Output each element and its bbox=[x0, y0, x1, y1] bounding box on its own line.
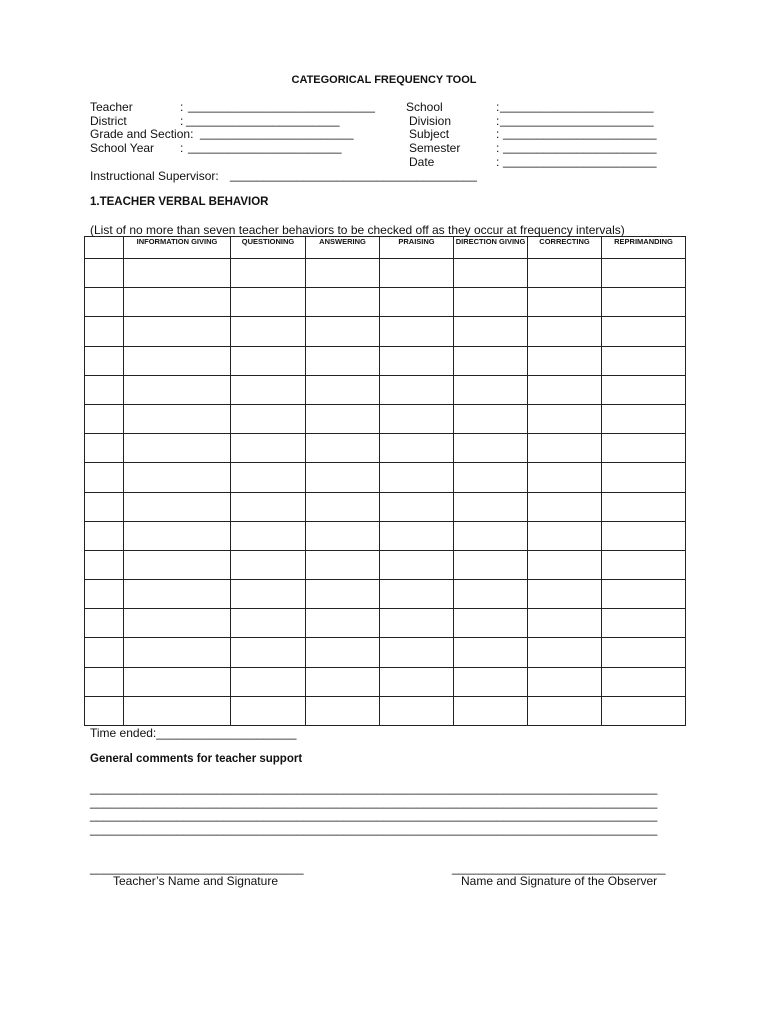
table-cell[interactable] bbox=[85, 580, 124, 609]
table-cell[interactable] bbox=[380, 521, 454, 550]
table-cell[interactable] bbox=[85, 696, 124, 725]
district-field[interactable]: _______________________ bbox=[186, 113, 340, 127]
table-row bbox=[85, 463, 686, 492]
table-cell[interactable] bbox=[231, 696, 306, 725]
table-cell[interactable] bbox=[380, 375, 454, 404]
table-row bbox=[85, 550, 686, 579]
table-cell[interactable] bbox=[454, 696, 528, 725]
table-cell[interactable] bbox=[306, 550, 380, 579]
table-row bbox=[85, 638, 686, 667]
date-label: Date bbox=[409, 155, 435, 169]
section-heading: 1.TEACHER VERBAL BEHAVIOR bbox=[90, 196, 269, 208]
table-cell[interactable] bbox=[231, 638, 306, 667]
table-cell[interactable] bbox=[306, 259, 380, 288]
table-cell[interactable] bbox=[124, 463, 231, 492]
table-cell[interactable] bbox=[380, 434, 454, 463]
table-cell[interactable] bbox=[85, 609, 124, 638]
division-colon: : bbox=[496, 114, 500, 128]
section-note: (List of no more than seven teacher behaviors to be checked off as they occur at frequency intervals) bbox=[90, 223, 625, 237]
table-cell[interactable] bbox=[124, 580, 231, 609]
date-colon: : bbox=[496, 155, 500, 169]
table-cell[interactable] bbox=[454, 346, 528, 375]
teacher-colon: : bbox=[180, 100, 184, 114]
comment-line[interactable]: _____________________________________________________________________________________ bbox=[90, 795, 658, 809]
table-cell[interactable] bbox=[306, 463, 380, 492]
table-cell[interactable] bbox=[454, 580, 528, 609]
table-cell[interactable] bbox=[124, 696, 231, 725]
table-cell[interactable] bbox=[602, 609, 686, 638]
table-cell[interactable] bbox=[602, 696, 686, 725]
header-reprimanding: REPRIMANDING bbox=[602, 237, 686, 259]
table-cell[interactable] bbox=[85, 638, 124, 667]
table-row bbox=[85, 492, 686, 521]
table-cell[interactable] bbox=[380, 346, 454, 375]
table-row bbox=[85, 609, 686, 638]
table-cell[interactable] bbox=[306, 667, 380, 696]
table-cell[interactable] bbox=[380, 259, 454, 288]
table-cell[interactable] bbox=[602, 463, 686, 492]
table-cell[interactable] bbox=[85, 317, 124, 346]
table-cell[interactable] bbox=[528, 609, 602, 638]
table-cell[interactable] bbox=[306, 492, 380, 521]
table-cell[interactable] bbox=[124, 434, 231, 463]
table-cell[interactable] bbox=[528, 696, 602, 725]
table-cell[interactable] bbox=[231, 317, 306, 346]
teacher-field[interactable]: ____________________________ bbox=[188, 99, 375, 113]
subject-field[interactable]: _______________________ bbox=[503, 126, 657, 140]
header-blank bbox=[85, 237, 124, 259]
teacher-signature-line[interactable]: ________________________________ bbox=[90, 861, 304, 875]
table-cell[interactable] bbox=[454, 463, 528, 492]
table-cell[interactable] bbox=[231, 288, 306, 317]
table-cell[interactable] bbox=[306, 609, 380, 638]
table-cell[interactable] bbox=[454, 434, 528, 463]
table-cell[interactable] bbox=[124, 609, 231, 638]
table-cell[interactable] bbox=[306, 317, 380, 346]
table-cell[interactable] bbox=[380, 550, 454, 579]
table-row bbox=[85, 375, 686, 404]
table-cell[interactable] bbox=[602, 259, 686, 288]
observer-signature-label: Name and Signature of the Observer bbox=[461, 874, 658, 888]
table-row bbox=[85, 521, 686, 550]
table-cell[interactable] bbox=[124, 375, 231, 404]
comments-heading: General comments for teacher support bbox=[90, 753, 303, 765]
table-cell[interactable] bbox=[124, 667, 231, 696]
comment-line[interactable]: _____________________________________________________________________________________ bbox=[90, 808, 658, 822]
header-information-giving: INFORMATION GIVING bbox=[124, 237, 231, 259]
table-cell[interactable] bbox=[528, 288, 602, 317]
grade-section-label: Grade and Section: bbox=[90, 127, 194, 141]
table-row bbox=[85, 667, 686, 696]
table-row bbox=[85, 434, 686, 463]
table-cell[interactable] bbox=[124, 638, 231, 667]
table-cell[interactable] bbox=[306, 346, 380, 375]
table-cell[interactable] bbox=[602, 492, 686, 521]
table-cell[interactable] bbox=[602, 317, 686, 346]
table-cell[interactable] bbox=[380, 288, 454, 317]
division-field[interactable]: _______________________ bbox=[500, 113, 654, 127]
header-praising: PRAISING bbox=[380, 237, 454, 259]
district-colon: : bbox=[180, 114, 184, 128]
table-cell[interactable] bbox=[231, 521, 306, 550]
table-cell[interactable] bbox=[124, 404, 231, 433]
table-cell[interactable] bbox=[380, 638, 454, 667]
table-cell[interactable] bbox=[85, 463, 124, 492]
table-cell[interactable] bbox=[454, 259, 528, 288]
table-cell[interactable] bbox=[85, 346, 124, 375]
table-header-row bbox=[85, 237, 686, 259]
table-cell[interactable] bbox=[231, 463, 306, 492]
table-cell[interactable] bbox=[528, 638, 602, 667]
comment-line[interactable]: _____________________________________________________________________________________ bbox=[90, 822, 658, 836]
table-cell[interactable] bbox=[306, 521, 380, 550]
subject-label: Subject bbox=[409, 127, 450, 141]
table-cell[interactable] bbox=[454, 317, 528, 346]
table-cell[interactable] bbox=[454, 638, 528, 667]
table-cell[interactable] bbox=[528, 375, 602, 404]
table-cell[interactable] bbox=[380, 667, 454, 696]
table-cell[interactable] bbox=[454, 492, 528, 521]
time-ended-field[interactable]: _____________________ bbox=[156, 726, 297, 740]
table-cell[interactable] bbox=[602, 434, 686, 463]
table-cell[interactable] bbox=[528, 463, 602, 492]
form-title: CATEGORICAL FREQUENCY TOOL bbox=[291, 74, 477, 86]
table-cell[interactable] bbox=[231, 259, 306, 288]
table-cell[interactable] bbox=[454, 521, 528, 550]
frequency-table bbox=[84, 236, 686, 726]
table-cell[interactable] bbox=[306, 638, 380, 667]
table-cell[interactable] bbox=[602, 288, 686, 317]
grade-section-field[interactable]: _______________________ bbox=[200, 126, 354, 140]
teacher-signature-label: Teacher’s Name and Signature bbox=[113, 874, 278, 888]
table-cell[interactable] bbox=[454, 288, 528, 317]
table-cell[interactable] bbox=[602, 346, 686, 375]
table-cell[interactable] bbox=[231, 580, 306, 609]
table-cell[interactable] bbox=[85, 492, 124, 521]
table-cell[interactable] bbox=[124, 259, 231, 288]
header-questioning: QUESTIONING bbox=[231, 237, 306, 259]
comment-line[interactable]: _____________________________________________________________________________________ bbox=[90, 781, 658, 795]
table-cell[interactable] bbox=[454, 667, 528, 696]
table-row bbox=[85, 346, 686, 375]
table-cell[interactable] bbox=[528, 259, 602, 288]
table-cell[interactable] bbox=[124, 492, 231, 521]
time-ended bbox=[90, 726, 296, 740]
table-cell[interactable] bbox=[602, 550, 686, 579]
table-cell[interactable] bbox=[528, 404, 602, 433]
table-cell[interactable] bbox=[380, 463, 454, 492]
table-cell[interactable] bbox=[85, 288, 124, 317]
date-field[interactable]: _______________________ bbox=[503, 154, 657, 168]
table-cell[interactable] bbox=[231, 492, 306, 521]
district-label: District bbox=[90, 114, 127, 128]
table-row bbox=[85, 580, 686, 609]
table-cell[interactable] bbox=[602, 375, 686, 404]
table-cell[interactable] bbox=[231, 609, 306, 638]
division-label: Division bbox=[409, 114, 452, 128]
table-cell[interactable] bbox=[124, 317, 231, 346]
table-cell[interactable] bbox=[602, 521, 686, 550]
table-cell[interactable] bbox=[124, 288, 231, 317]
table-cell[interactable] bbox=[85, 259, 124, 288]
table-cell[interactable] bbox=[528, 492, 602, 521]
table-cell[interactable] bbox=[380, 404, 454, 433]
school-year-label: School Year bbox=[90, 141, 155, 155]
table-cell[interactable] bbox=[380, 609, 454, 638]
table-cell[interactable] bbox=[231, 667, 306, 696]
table-cell[interactable] bbox=[528, 346, 602, 375]
table-cell[interactable] bbox=[124, 550, 231, 579]
table-cell[interactable] bbox=[231, 404, 306, 433]
table-cell[interactable] bbox=[602, 638, 686, 667]
table-cell[interactable] bbox=[124, 346, 231, 375]
school-label: School bbox=[406, 100, 443, 114]
table-cell[interactable] bbox=[231, 346, 306, 375]
table-cell[interactable] bbox=[602, 667, 686, 696]
school-colon: : bbox=[496, 100, 500, 114]
table-cell[interactable] bbox=[380, 317, 454, 346]
table-cell[interactable] bbox=[85, 375, 124, 404]
table-cell[interactable] bbox=[231, 550, 306, 579]
table-row bbox=[85, 696, 686, 725]
table-row bbox=[85, 259, 686, 288]
table-cell[interactable] bbox=[380, 696, 454, 725]
subject-colon: : bbox=[496, 127, 500, 141]
table-cell[interactable] bbox=[85, 404, 124, 433]
table-cell[interactable] bbox=[85, 667, 124, 696]
teacher-label: Teacher bbox=[90, 100, 133, 114]
table-cell[interactable] bbox=[124, 521, 231, 550]
table-cell[interactable] bbox=[528, 317, 602, 346]
table-cell[interactable] bbox=[306, 404, 380, 433]
table-cell[interactable] bbox=[231, 375, 306, 404]
table-cell[interactable] bbox=[380, 580, 454, 609]
table-cell[interactable] bbox=[306, 696, 380, 725]
table-cell[interactable] bbox=[306, 375, 380, 404]
table-cell[interactable] bbox=[602, 404, 686, 433]
observer-signature-line[interactable]: ________________________________ bbox=[452, 861, 666, 875]
table-cell[interactable] bbox=[454, 609, 528, 638]
table-cell[interactable] bbox=[528, 550, 602, 579]
school-year-colon: : bbox=[180, 141, 184, 155]
header-answering: ANSWERING bbox=[306, 237, 380, 259]
table-cell[interactable] bbox=[602, 580, 686, 609]
table-cell[interactable] bbox=[454, 375, 528, 404]
semester-field[interactable]: _______________________ bbox=[503, 140, 657, 154]
table-cell[interactable] bbox=[454, 550, 528, 579]
table-row bbox=[85, 404, 686, 433]
supervisor-label: Instructional Supervisor: bbox=[90, 169, 219, 183]
table-cell[interactable] bbox=[380, 492, 454, 521]
table-cell[interactable] bbox=[454, 404, 528, 433]
table-cell[interactable] bbox=[306, 434, 380, 463]
table-cell[interactable] bbox=[306, 580, 380, 609]
table-row bbox=[85, 317, 686, 346]
table-cell[interactable] bbox=[528, 434, 602, 463]
supervisor-field[interactable]: _____________________________________ bbox=[230, 168, 477, 182]
semester-colon: : bbox=[496, 141, 500, 155]
table-cell[interactable] bbox=[528, 580, 602, 609]
semester-label: Semester bbox=[409, 141, 461, 155]
time-ended-label: Time ended: bbox=[90, 726, 157, 740]
table-cell[interactable] bbox=[85, 521, 124, 550]
header-correcting: CORRECTING bbox=[528, 237, 602, 259]
table-cell[interactable] bbox=[85, 434, 124, 463]
school-field[interactable]: _______________________ bbox=[500, 99, 654, 113]
header-direction-giving: DIRECTION GIVING bbox=[454, 237, 528, 259]
table-cell[interactable] bbox=[231, 434, 306, 463]
table-cell[interactable] bbox=[528, 521, 602, 550]
table-body bbox=[85, 259, 686, 726]
table-cell[interactable] bbox=[85, 550, 124, 579]
school-year-field[interactable]: _______________________ bbox=[188, 140, 342, 154]
table-cell[interactable] bbox=[528, 667, 602, 696]
table-row bbox=[85, 288, 686, 317]
table-cell[interactable] bbox=[306, 288, 380, 317]
